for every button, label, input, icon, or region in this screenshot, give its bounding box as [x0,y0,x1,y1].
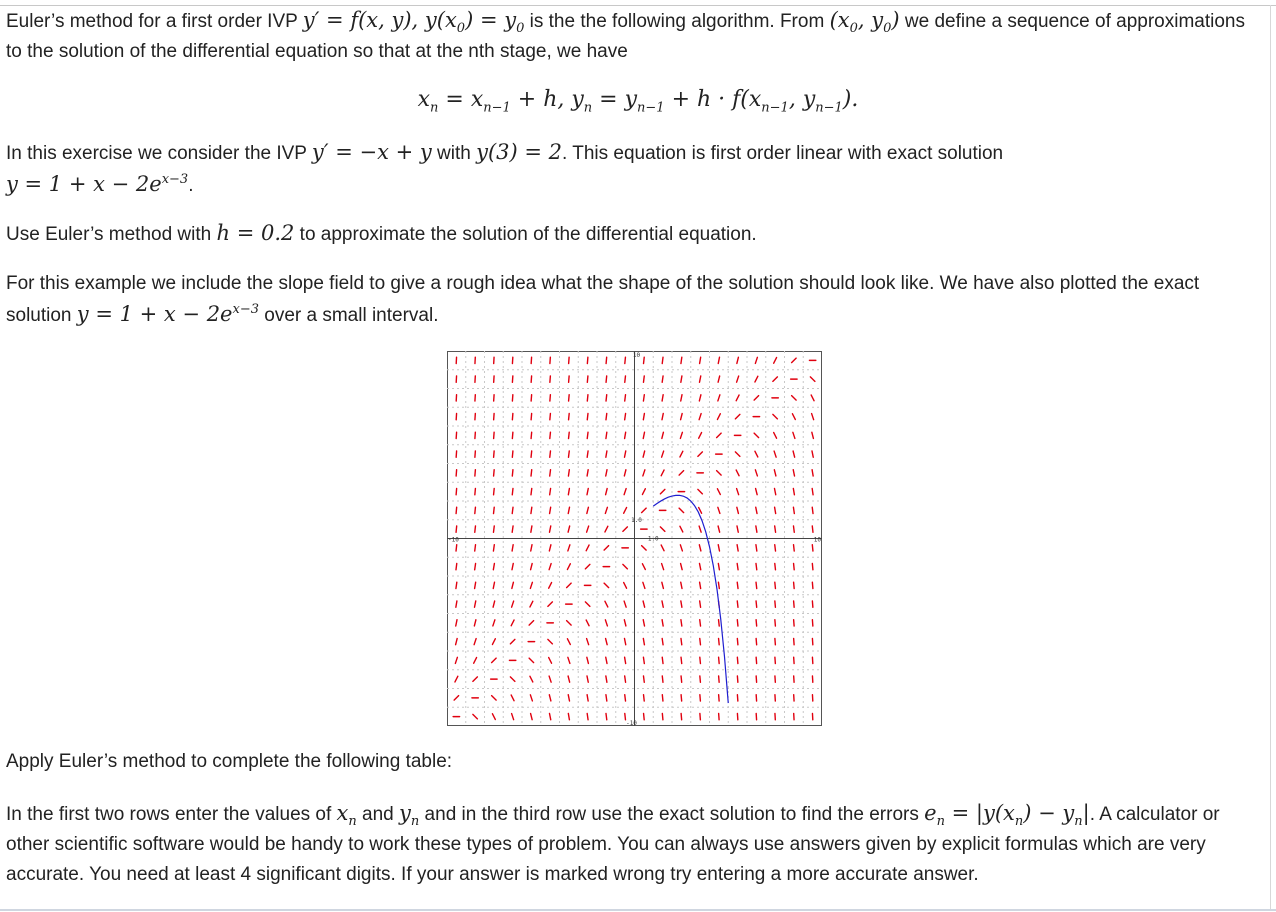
slope-segment [756,563,757,569]
exact-solution-formula: $y = 1 + x - 2e^{x-3}$ [6,172,189,196]
tick-label-x-mid: 1.0 [647,535,659,543]
slope-segment [812,545,813,551]
exercise-text-2: with [431,143,477,164]
slope-segment [794,545,795,551]
slope-segment [625,357,626,363]
slope-segment [494,451,495,457]
slope-segment [569,376,570,382]
xn-symbol: $x_n$ [336,801,357,830]
slope-segment [606,695,607,701]
slope-segment [569,413,570,419]
slope-segment [512,488,513,494]
slope-segment [681,695,682,701]
right-divider [1270,5,1271,910]
slope-segment [625,413,626,419]
slope-segment [737,620,738,626]
slope-segment [643,676,644,682]
slope-segment [644,695,645,701]
slope-segment [606,357,607,363]
slope-segment [625,695,626,701]
slope-segment [775,601,776,607]
slope-segment [550,395,551,401]
slope-segment [550,413,551,419]
step-size: h = 0.2 [216,221,295,245]
slope-segment [456,545,457,551]
slope-segment [456,488,457,494]
slope-segment [662,638,663,644]
slope-segment [737,657,738,663]
slope-segment [587,395,588,401]
slope-segment [568,451,569,457]
slope-segment [644,713,645,719]
slope-segment [625,676,626,682]
slope-segment [531,470,532,476]
ivp-formula: y′ = f(x, y), $y(x_0) = y_0$ [302,8,525,37]
slope-segment [794,563,795,569]
table-instruction: Apply Euler’s method to complete the following table: [6,751,453,772]
slope-segment [719,676,720,682]
slope-segment [719,657,720,663]
slope-segment [587,451,588,457]
intro-text-1: Euler’s method for a first order IVP [6,11,303,32]
slope-segment [812,488,813,494]
slope-segment [681,657,682,663]
slope-segment [700,601,701,607]
slope-segment [531,451,532,457]
slope-segment [756,582,757,588]
slope-segment [587,413,588,419]
slope-segment [475,507,476,513]
slope-segment [681,638,682,644]
slope-segment [662,376,663,382]
slope-segment [569,432,570,438]
slope-segment [531,507,532,513]
slope-segment [569,395,570,401]
tick-label-y-top: 10 [632,352,641,359]
slope-segment [700,638,701,644]
slope-segment [494,488,495,494]
slope-field-paragraph: For this example we include the slope field to give a rough idea what the shape of the solution should look like. We have also plotted the exact solution $y = 1 + x - 2e^{x-3}$ over a small interval. [6,273,1200,326]
euler-recurrence-formula: $x_n = x_{n-1} + h$, $y_n = y_{n-1} + h \cdot f(x_{n-1}$, $y_{n-1}$). [417,87,859,116]
slope-segment [625,395,626,401]
slope-segment [494,470,495,476]
ivp-equation: y′ = −x + y [311,140,432,164]
slope-segment [643,657,644,663]
slope-segment [643,376,644,382]
slope-segment [531,413,532,419]
slope-segment [531,432,532,438]
slope-segment [775,526,776,532]
slope-segment [606,376,607,382]
tick-label-y-mid: 1.0 [631,516,642,524]
slope-segment [493,545,494,551]
slope-segment [475,488,476,494]
slope-segment [512,526,513,532]
slope-segment [775,545,776,551]
slope-segment [719,620,720,626]
slope-segment [700,695,701,701]
slope-segment [644,357,645,363]
slope-segment [700,676,701,682]
slope-segment [681,676,682,682]
slope-segment [587,376,588,382]
slope-segment [756,620,757,626]
slope-segment [531,488,532,494]
yn-symbol: $y_n$ [399,801,420,830]
slope-segment [700,620,701,626]
slope-segment [662,657,663,663]
step-size-paragraph: Use Euler’s method with h = 0.2 to approximate the solution of the differential equation. [6,221,757,245]
slope-segment [775,563,776,569]
slope-segment [794,582,795,588]
slope-segment [587,432,588,438]
slope-segment [793,507,794,513]
exercise-text-3: . This equation is first order linear with exact solution [562,143,1004,164]
slope-segment [775,582,776,588]
slope-segment [756,638,757,644]
slope-segment [606,413,607,419]
error-formula: $e_n = |y(x_n) - y_n|$ [924,801,1090,830]
slope-segment [475,470,476,476]
slope-segment [681,357,682,363]
slope-segment [812,526,813,532]
slope-segment [662,713,663,719]
slope-segment [456,563,457,569]
slope-segment [475,545,476,551]
slope-field-svg [447,351,822,726]
exercise-paragraph: In this exercise we consider the IVP y′ = −x + y with y(3) = 2. This equation is first order linear with exact solution $y = 1 + x - 2e^{x-3}$. [6,140,1004,196]
slope-segment [494,507,495,513]
slope-segment [568,470,569,476]
slope-segment [681,620,682,626]
slope-segment [512,432,513,438]
slope-segment [606,713,607,719]
slope-segment [606,432,607,438]
tick-label-y-bottom: -10 [626,720,637,726]
slope-segment [662,695,663,701]
slope-segment [794,601,795,607]
slope-segment [793,526,794,532]
slope-segment [662,357,663,363]
slope-segment [512,507,513,513]
slope-segment [812,563,813,569]
slope-field-plot [447,351,822,726]
tick-label-x-right: 10 [813,536,821,544]
slope-segment [475,526,476,532]
slope-segment [625,713,626,719]
slope-segment [681,713,682,719]
initial-point: ($x_0$, $y_0$) [829,8,900,37]
slope-segment [812,507,813,513]
slope-segment [456,507,457,513]
slope-segment [775,620,776,626]
slope-segment [550,451,551,457]
slope-segment [700,657,701,663]
slope-segment [606,395,607,401]
slope-segment [737,601,738,607]
slope-segment [512,451,513,457]
slope-segment [587,713,588,719]
slope-segment [587,357,588,363]
slope-segment [512,470,513,476]
bottom-divider [0,909,1276,911]
intro-paragraph [6,5,1261,67]
slope-segment [812,582,813,588]
exercise-text-1: In this exercise we consider the IVP [6,143,312,164]
slope-segment [493,526,494,532]
slope-segment [475,563,476,569]
slope-segment [737,638,738,644]
exact-solution-formula-2: $y = 1 + x - 2e^{x-3}$ [76,302,259,326]
slope-segment [718,582,719,588]
errors-paragraph: In the first two rows enter the values of $x_n$ and $y_n$ and in the third row use the exact solution to find the errors $e_n = |y(x_n) - y_n|$. A calculator or other scientific software would be handy to work these types of problem. You can always use answers given by explicit formulas which are very accurate. You need at least 4 significant digits. If your answer is marked wrong try entering a more accurate answer. [6,801,1220,885]
slope-segment [737,582,738,588]
intro-text-3: we define a sequence of approximations to the solution of the differential equation so that at the nth stage, we have [6,11,1245,62]
slope-segment [456,582,457,588]
slope-segment [662,676,663,682]
slope-segment [737,563,738,569]
slope-segment [643,395,644,401]
slope-segment [756,601,757,607]
tick-label-x-left: -10 [448,536,459,544]
slope-segment [456,526,457,532]
slope-segment [550,488,551,494]
slope-segment [550,470,551,476]
slope-segment [625,376,626,382]
initial-condition: y(3) = 2 [476,140,563,164]
slope-segment [550,432,551,438]
slope-segment [719,638,720,644]
intro-text-2: is the the following algorithm. From [524,11,830,32]
slope-segment [756,545,757,551]
